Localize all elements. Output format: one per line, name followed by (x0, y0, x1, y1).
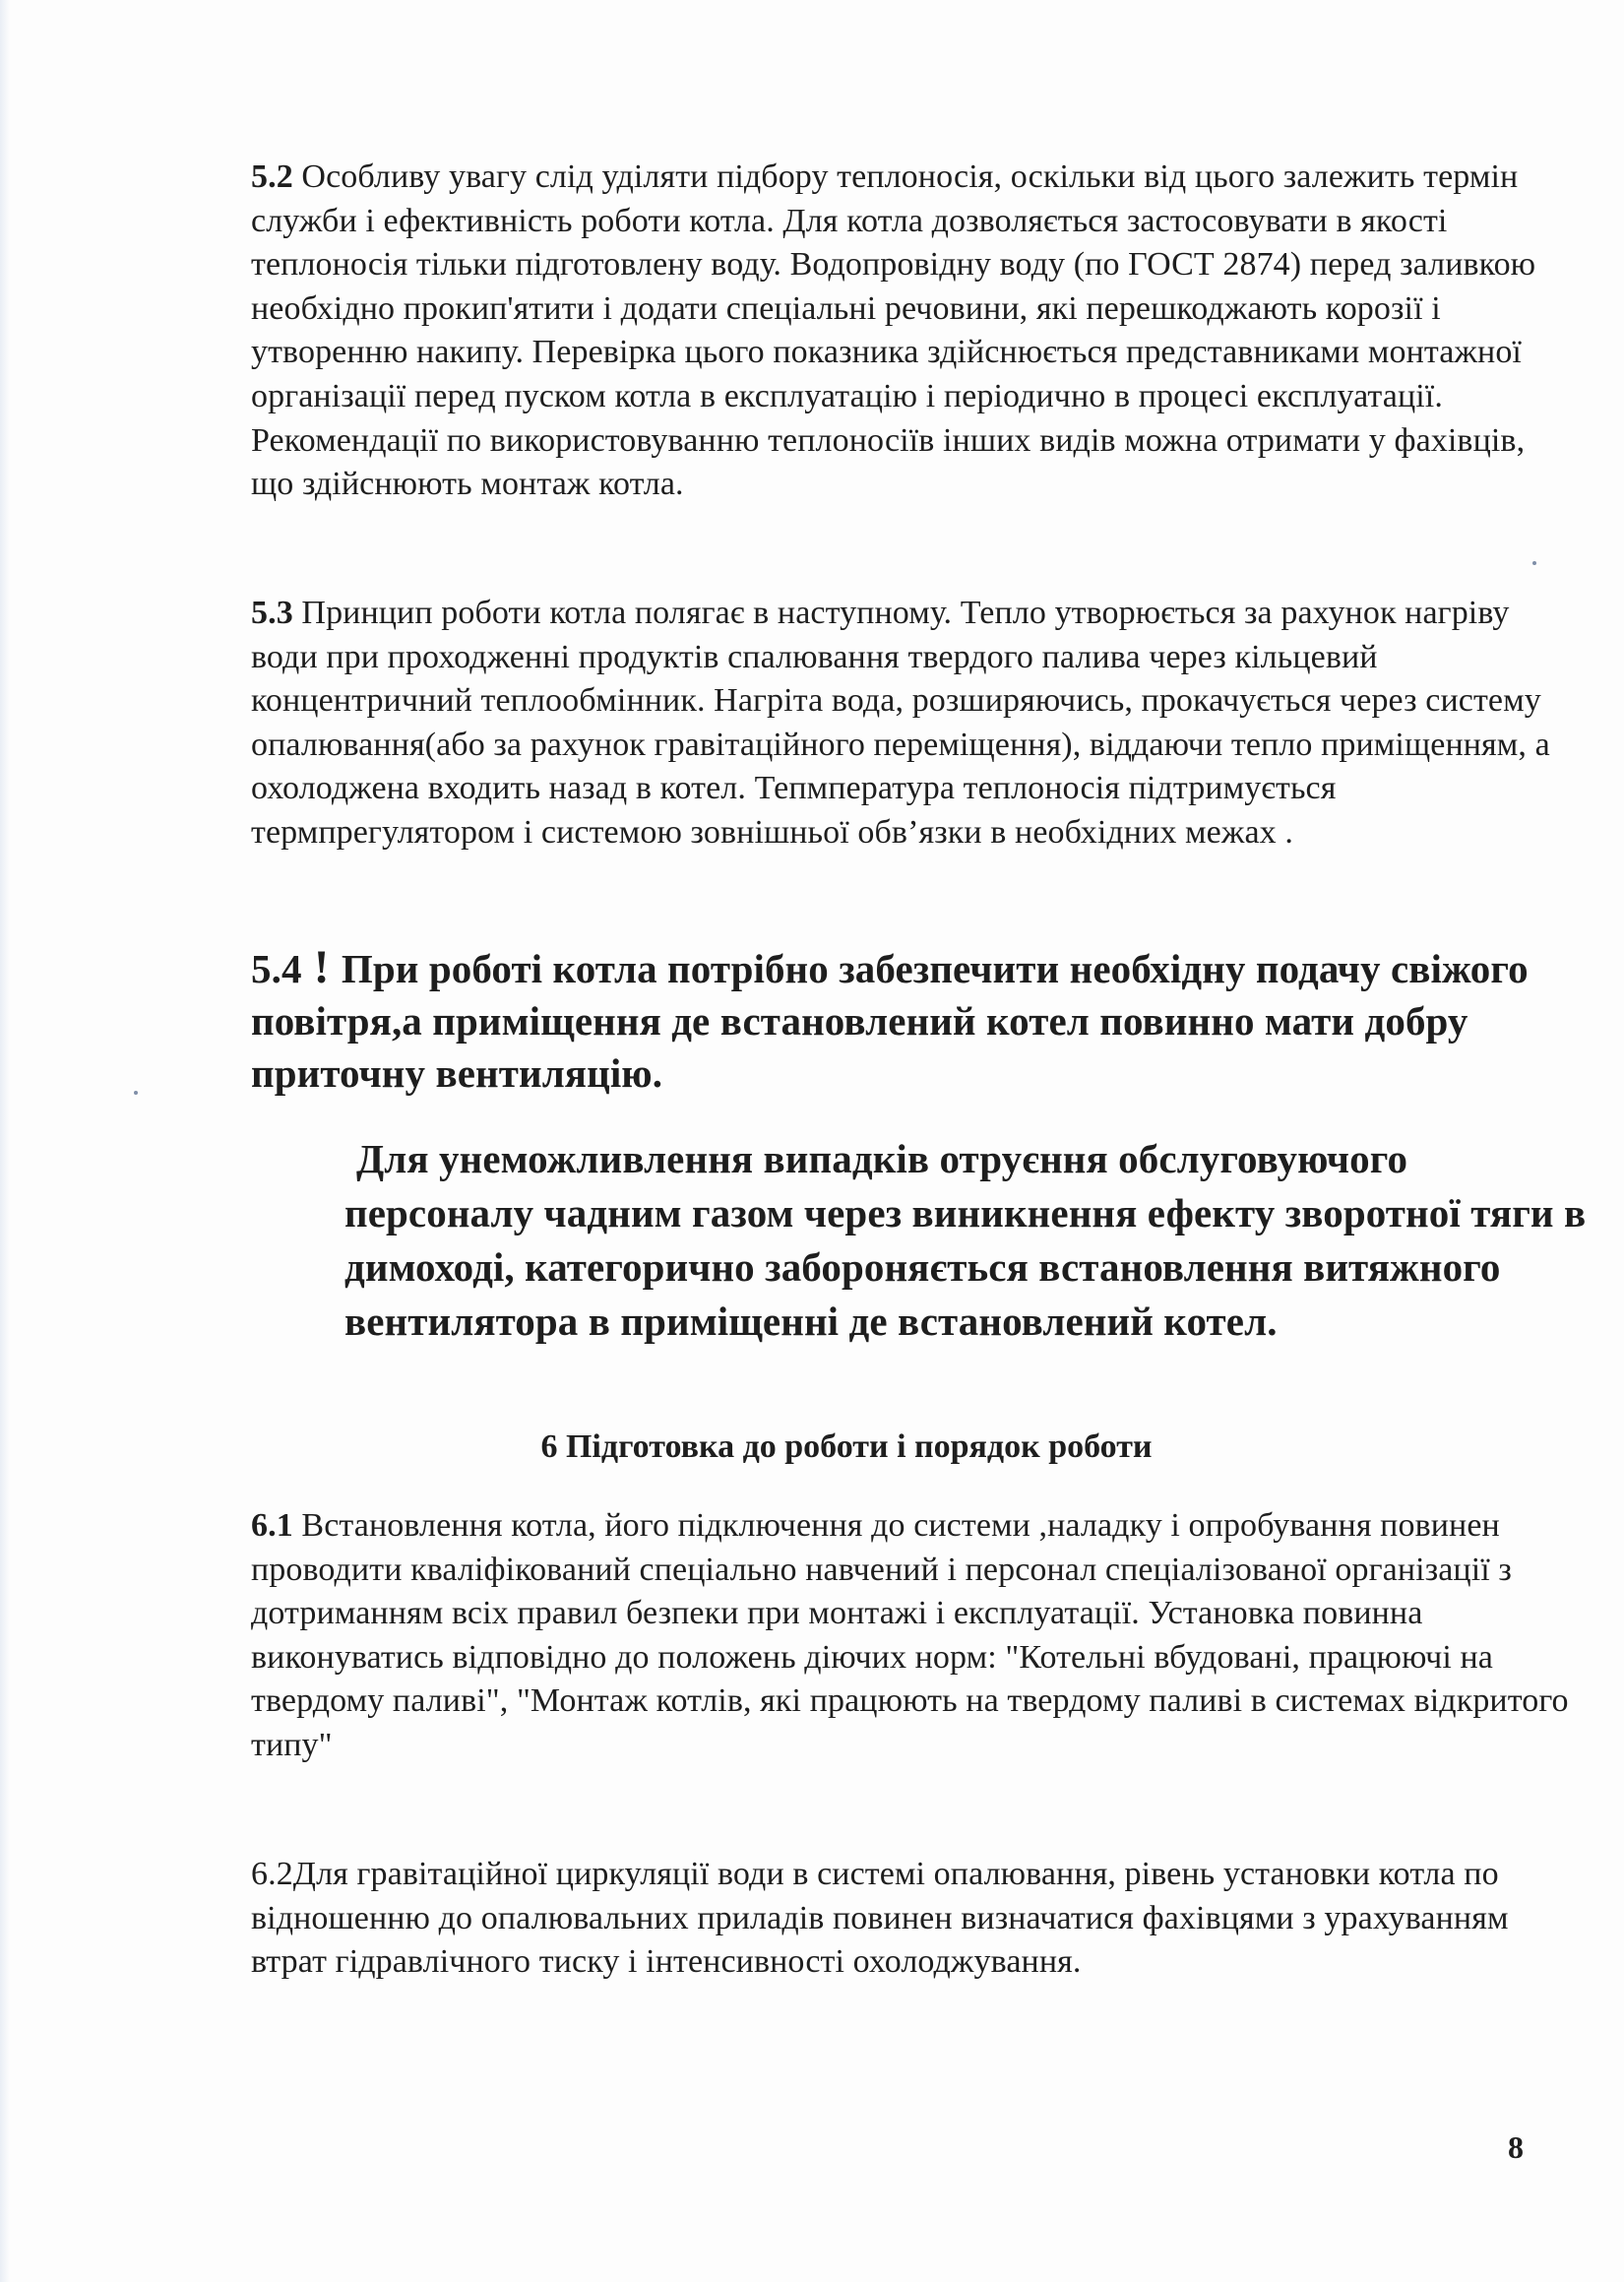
safety-warning: Для унеможливлення випадків отруєння обслуговуючого персоналу чадним газом через виникнення ефекту зворотної тяги в димоході, категорично забороняється встановлення витяжного вентилятора в приміщенні де встановлений котел. (344, 1136, 1587, 1344)
section-6-heading: 6 Підготовка до роботи і порядок роботи (540, 1428, 1153, 1465)
paragraph-number: 5.3 (251, 595, 293, 631)
paragraph-number: 5.4 (251, 946, 302, 991)
paragraph-text: Встановлення котла, його підключення до системи ,наладку і опробування повинен проводити кваліфікований спеціально навчений і персонал спеціалізованої організації з дотриманням всіх правил безпеки при монтажі і експлуатації. Установка повинна виконуватись відповідно до положень діючих норм: "Котельні вбудовані, працюючі на твердому паливі", "Монтаж котлів, які працюють на твердому паливі в системах відкритого типу" (251, 1507, 1569, 1763)
page-number: 8 (1508, 2129, 1524, 2165)
scan-edge-shading (0, 0, 10, 2282)
paragraph-text: Особливу увагу слід уділяти підбору теплоносія, оскільки від цього залежить термін служби і ефективність роботи котла. Для котла дозволяється застосовувати в якості теплоносія тільки підготовлену воду. Водопровідну воду (по ГОСТ 2874) перед заливкою необхідно прокип'ятити і додати спеціальні речовини, які перешкоджають корозії і утворенню накипу. Перевірка цього показника здійснюється представниками монтажної організації перед пуском котла в експлуатацію і періодично в процесі експлуатації. Рекомендації по використовуванню теплоносіїв інших видів можна отримати у фахівців, що здійснюють монтаж котла. (251, 158, 1536, 503)
paragraph-5-4 (251, 941, 1599, 1100)
paragraph-text: Принцип роботи котла полягає в наступному. Тепло утворюється за рахунок нагріву води при проходженні продуктів спалювання твердого палива через кільцевий концентричний теплообмінник. Нагріта вода, розширяючись, прокачується через систему опалювання(або за рахунок гравітаційного переміщення), віддаючи тепло приміщенням, а охолоджена входить назад в котел. Тепмпература теплоносія підтримується термпрегулятором і системою зовнішньої обв’язки в необхідних межах . (251, 595, 1550, 851)
paragraph-number: 5.2 (251, 158, 293, 195)
paragraph-number: 6.1 (251, 1507, 293, 1544)
paragraph-5-3 (251, 592, 1570, 856)
paragraph-6-2: 6.2Для гравітаційної циркуляції води в системі опалювання, рівень установки котла по відношенню до опалювальних приладів повинен визначатися фахівцями з урахуванням втрат гідравлічного тиску і інтенсивності охолоджування. (251, 1856, 1509, 1981)
scan-speck (134, 1091, 138, 1095)
scan-speck (1532, 561, 1536, 565)
exclamation-mark: ! (301, 941, 342, 993)
paragraph-6-1 (251, 1504, 1570, 1768)
paragraph-text: При роботі котла потрібно забезпечити необхідну подачу свіжого повітря,а приміщення де встановлений котел повинно мати добру приточну вентиляцію. (251, 946, 1529, 1096)
paragraph-5-2 (251, 156, 1570, 507)
